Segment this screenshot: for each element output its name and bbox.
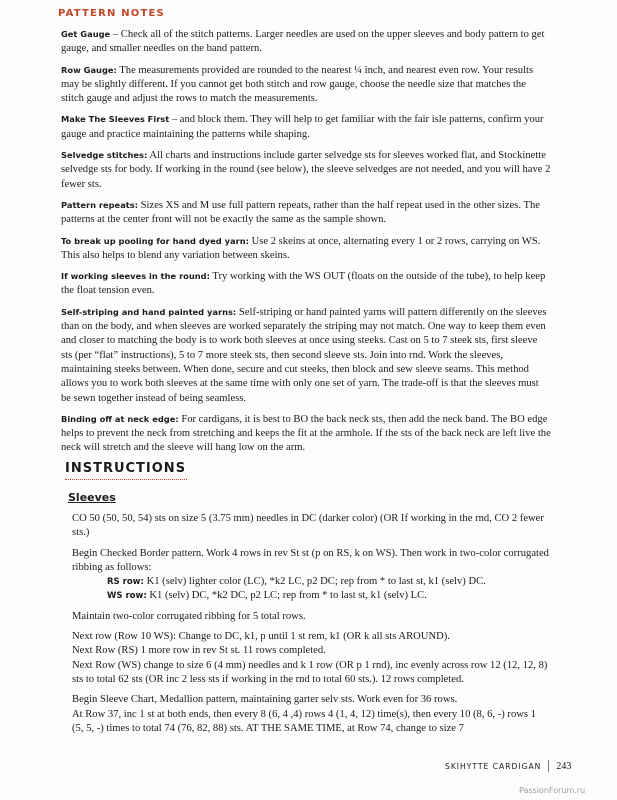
note-row-gauge (61, 63, 551, 107)
note-sleeves-in-round (61, 269, 551, 299)
instruction-maintain-ribbing: Maintain two-color corrugated ribbing for 5 total rows. (72, 610, 306, 622)
instruction-cast-on: CO 50 (50, 50, 54) sts on size 5 (3.75 mm) needles in DC (darker color) (OR If working in the rnd, CO 2 fewer sts.) (72, 513, 544, 539)
note-text: For cardigans, it is best to BO the back neck sts, then add the neck band. The BO edge helps to prevent the neck from stretching and keeps the fit at the armhole. If the sts of the back neck are left live the neck will stretch and the sleeve will hang low on the arm. (61, 413, 551, 454)
note-lead: If working sleeves in the round: (61, 271, 210, 282)
note-lead: Make The Sleeves First (61, 114, 170, 125)
heading-dotted-divider (65, 479, 187, 480)
note-hand-dyed-yarn (61, 234, 551, 264)
sleeves-subheading: Sleeves (68, 491, 116, 504)
note-text: The measurements provided are rounded to the nearest ¼ inch, and nearest even row. Your results may be slightly different. If you cannot get both stitch and row gauge, choose the needle size that matches the stitch gauge and adjust the rows to match the measurements. (61, 64, 534, 105)
note-text: All charts and instructions include garter selvedge sts for sleeves worked flat, and Stockinette selvedge sts for body. If working in the round (see below), the sleeve selvedges are not needed, and you will have 2 fewer sts. (61, 150, 551, 190)
instruction-increases: At Row 37, inc 1 st at both ends, then every 8 (6, 4 ,4) rows 4 (1, 4, 12) time(s), then every 10 (8, 6, -) rows 1 (5, 5, -) times to total 74 (76, 82, 88) sts. AT THE SAME TIME, at Row 74, change to size 7 (72, 708, 536, 734)
note-lead: Row Gauge: (61, 64, 117, 75)
rs-row-text: K1 (selv) lighter color (LC), *k2 LC, p2 DC; rep from * to last st, k1 (selv) DC. (143, 576, 486, 588)
footer-separator (548, 760, 549, 772)
instructions-heading: INSTRUCTIONS (65, 461, 187, 476)
note-text: Try working with the WS OUT (floats on the outside of the tube), to help keep the float tension even. (61, 271, 546, 297)
instruction-row-10: Next row (Row 10 WS): Change to DC, k1, p until 1 st rem, k1 (OR k all sts AROUND). (72, 631, 450, 643)
ws-row-text: K1 (selv) DC, *k2 DC, p2 LC; rep from * to last st, k1 (selv) LC. (146, 590, 427, 602)
note-binding-off-neck (61, 412, 551, 456)
note-text: Sizes XS and M use full pattern repeats, rather than the half repeat used in the other sizes. The patterns at the center front will not be exactly the same as the sample shown. (61, 199, 540, 226)
ws-row-label: WS row: (107, 591, 147, 602)
note-self-striping-yarns (61, 305, 551, 406)
instructions-body (72, 512, 550, 736)
note-text: – Check all of the stitch patterns. Larger needles are used on the upper sleeves and body pattern to get gauge, and smaller needles on the band pattern. (61, 29, 545, 55)
page-number: 243 (556, 761, 572, 772)
note-get-gauge (61, 27, 551, 57)
note-text: Self-striping or hand painted yarns will pattern differently on the sleeves than on the body, and when sleeves are worked separately the striping may not match. One way to keep them even and closer to matching the body is to work both sleeves at once using steeks. Cast on 5 to 7 steek sts, first sleeve sts (per “flat” instructions), 5 to 7 more steek sts, then second sleeve sts. Join into rnd. Work the sleeves, maintaining steeks between. When done, secure and cut steeks, then block and sew sleeve seams. This method allows you to work both sleeves at the same time with only one set of yarn. The trade-off is that the sleeves must be sewn together instead of being seamless. (61, 306, 547, 404)
instruction-row-11: Next Row (RS) 1 more row in rev St st. 11 rows completed. (72, 645, 326, 657)
note-make-sleeves-first (61, 112, 551, 142)
instruction-sleeve-chart: Begin Sleeve Chart, Medallion pattern, maintaining garter selv sts. Work even for 36 rows. (72, 694, 458, 706)
note-selvedge-stitches (61, 148, 551, 192)
instruction-row-12: Next Row (WS) change to size 6 (4 mm) needles and k 1 row (OR p 1 rnd), inc evenly across row 12 (12, 12, 8) sts to total 62 sts (OR inc 2 less sts if working in the rnd to total 60 sts.). 12 rows completed. (72, 659, 548, 685)
note-lead: Get Gauge (61, 29, 111, 39)
note-lead: To break up pooling for hand dyed yarn: (61, 235, 249, 246)
rs-row-label: RS row: (107, 577, 144, 588)
note-text: Use 2 skeins at once, alternating every 1 or 2 rows, carrying on WS. This also helps to blend any variation between skeins. (61, 235, 541, 261)
note-pattern-repeats (61, 198, 551, 228)
instruction-border-pattern: Begin Checked Border pattern. Work 4 rows in rev St st (p on RS, k on WS). Then work in two-color corrugated ribbing as follows: (72, 547, 549, 573)
note-text: – and block them. They will help to get familiar with the fair isle patterns, confirm your gauge and practice maintaining the patterns while shaping. (61, 114, 544, 140)
page-footer (445, 760, 571, 772)
note-lead: Self-striping and hand painted yarns: (61, 306, 237, 317)
watermark-text: PassionForum.ru (519, 786, 586, 795)
note-lead: Selvedge stitches: (61, 150, 148, 161)
pattern-notes-heading: PATTERN NOTES (58, 8, 165, 19)
note-lead: Pattern repeats: (61, 199, 139, 210)
footer-title: SKIHYTTE CARDIGAN (445, 762, 542, 771)
note-lead: Binding off at neck edge: (61, 413, 179, 424)
pattern-notes-section (61, 27, 551, 462)
instruction-ws-row (72, 589, 550, 603)
instruction-rs-row (72, 575, 550, 589)
